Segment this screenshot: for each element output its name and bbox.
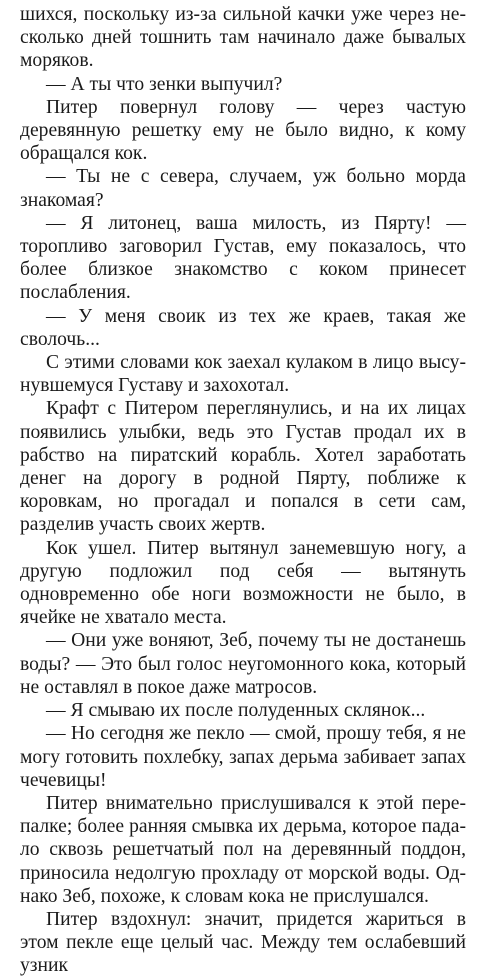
paragraph: — Они уже воняют, Зеб, почему ты не достанешь воды? — Это был голос неугомонного кока, который не оставлял в покое даже матросов. [20,630,466,698]
paragraph: Кок ушел. Питер вытянул занемевшую ногу, а другую подложил под себя — вытянуть одновременно обе ноги возможности не было, в ячейке не хватало места. [20,537,466,629]
paragraph: — Ты не с севера, случаем, уж больно морда знакомая? [20,166,466,211]
paragraph: С этими словами кок заехал кулаком в лицо высунувшемуся Густаву и захохотал. [20,352,466,397]
book-page [20,3,466,978]
paragraph: — У меня своик из тех же краев, такая же сволочь... [20,305,466,350]
paragraph: Крафт с Питером переглянулись, и на их лицах появились улыбки, ведь это Густав продал их в рабство на пиратский корабль. Хотел заработать денег на дорогу в родной Пярту, поближе к коровкам, но прогадал и попался в сети сам, разделив участь своих жертв. [20,398,466,536]
paragraph: Питер вздохнул: значит, придется жариться в этом пекле еще целый час. Между тем ослабевший узник [20,908,466,977]
paragraph: — Я смываю их после полуденных склянок... [46,700,426,722]
paragraph: — Но сегодня же пекло — смой, прошу тебя, я не могу готовить похлебку, запах дерьма забивает запах чечевицы! [20,723,466,791]
paragraph: — А ты что зенки выпучил? [46,73,283,95]
paragraph: Питер повернул голову — через частую деревянную решетку ему не было видно, к кому обращался кок. [20,96,466,165]
paragraph: Питер внимательно прислушивался к этой перепалке; более ранняя смывка их дерьма, которое падало сквозь решетчатый пол на деревянный поддон, приносила недолгую прохладу от морской воды. Однако Зеб, похоже, к словам кока не прислушался. [20,792,466,907]
paragraph: — Я литонец, ваша милость, из Пярту! — торопливо заговорил Густав, ему показалось, что более близкое знакомство с коком принесет послабления. [20,212,466,304]
paragraph: шихся, поскольку из-за сильной качки уже через несколько дней тошнить там начинало даже бывалых моряков. [20,4,466,72]
